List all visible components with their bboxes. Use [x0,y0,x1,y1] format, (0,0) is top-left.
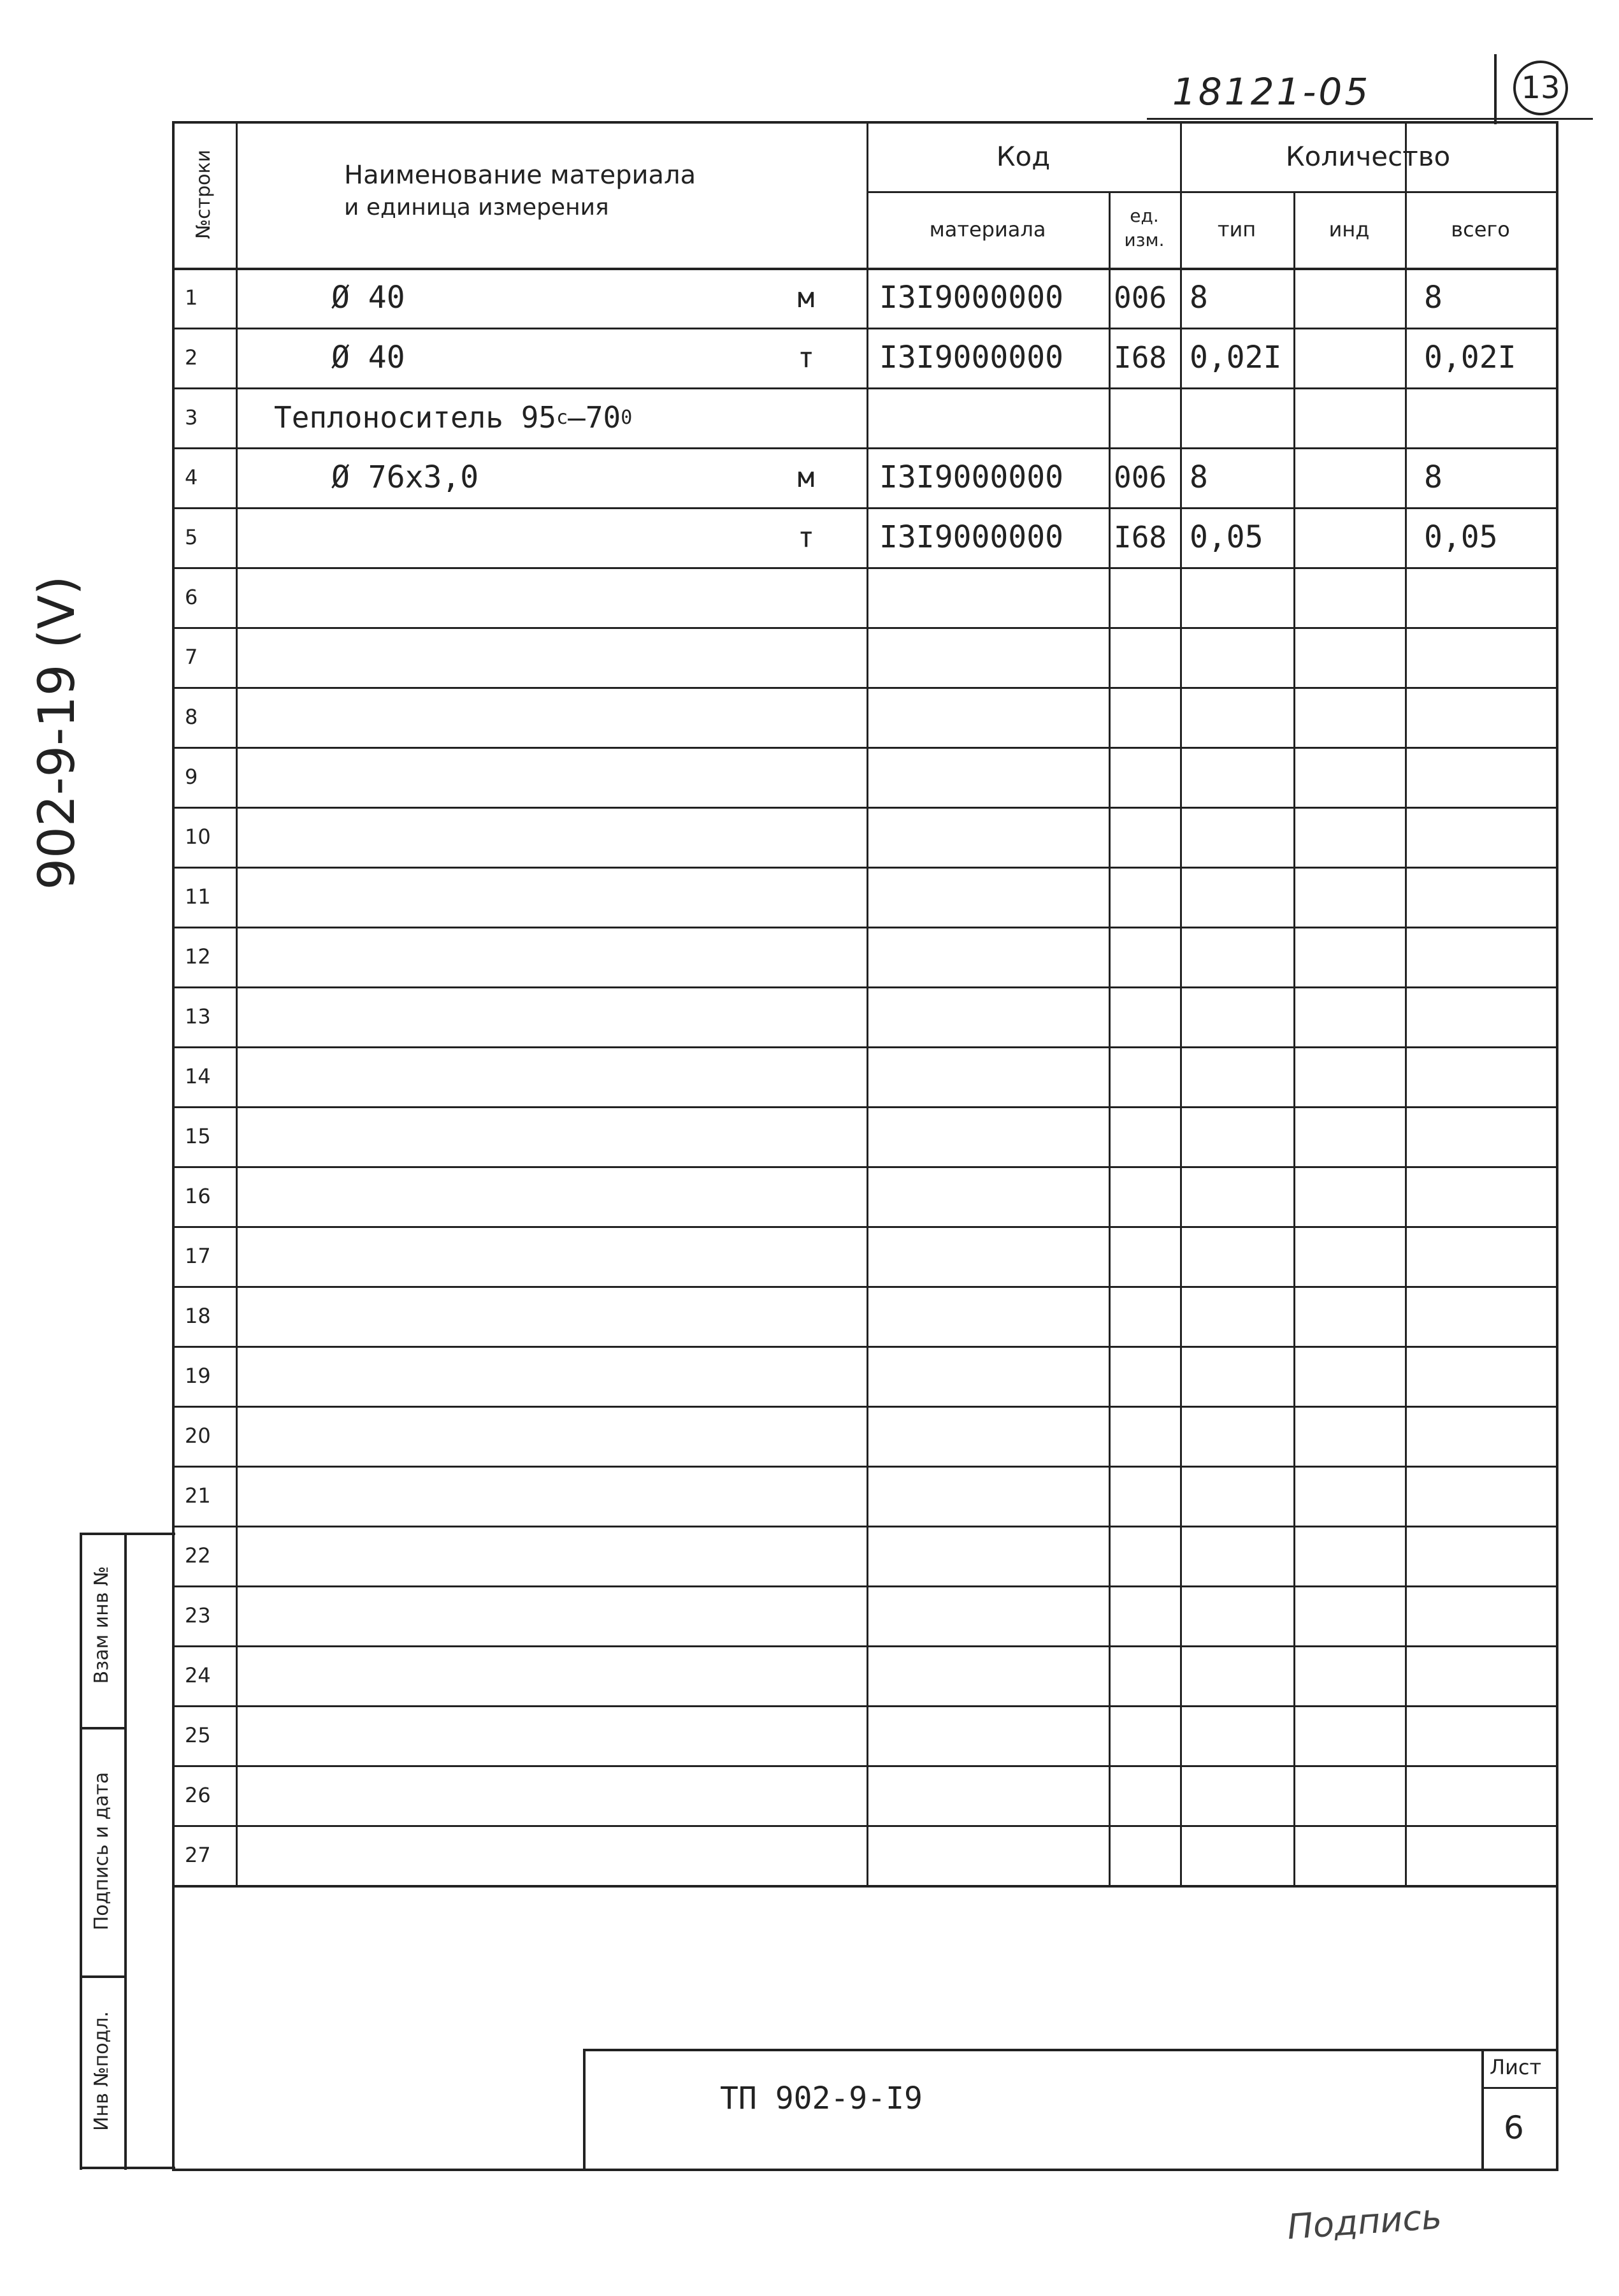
row-name-sup2: 0 [621,406,633,429]
row-name-text: Теплоноситель 95 [274,400,557,435]
row-unit: т [797,521,815,554]
row-name: Ø 40 [331,280,405,315]
row-unit-code: I68 [1114,340,1167,375]
row-unit: м [797,461,815,494]
side-stamp-mid [124,1533,127,2170]
header-unit-line2: изм. [1124,229,1165,250]
row-number: 1 [185,285,198,310]
row-number: 5 [185,525,198,549]
row-divider [172,1226,1556,1228]
header-name-line1: Наименование материала [344,161,696,190]
row-number: 3 [185,405,198,430]
row-unit-code: 006 [1114,460,1167,495]
row-qty-ind [1300,387,1405,447]
row-name: Ø 40 [331,340,405,375]
stamp-sheet-label: Лист [1490,2055,1542,2079]
header-ind: инд [1328,217,1370,242]
frame-right [1556,121,1558,2171]
side-stamp-vzam: Взам инв № [90,1566,113,1684]
frame-bottom [172,2169,1558,2171]
side-label: 902-9-19 (V) [29,575,86,890]
row-number: 4 [185,465,198,489]
col-unit [1109,191,1111,1885]
header-type: тип [1217,217,1256,242]
sheet-circle-number [1513,61,1568,115]
signature: Подпись [1286,2196,1443,2248]
row-number: 27 [185,1843,211,1867]
row-qty-type: 8 [1190,280,1208,315]
stamp-sheet-divider [1481,2049,1484,2169]
row-number: 15 [185,1124,211,1148]
row-number: 23 [185,1603,211,1628]
stamp-document: ТП 902-9-I9 [720,2081,923,2116]
row-qty-total: 8 [1424,459,1443,495]
side-stamp-bottom [80,2167,175,2169]
row-number: 14 [185,1064,211,1088]
sheet-circle-text: 13 [1521,70,1560,106]
header-row-number: №строки [192,149,215,240]
row-qty-type: 0,02I [1190,340,1282,375]
header-quantity: Количество [1285,140,1451,172]
row-qty-ind [1300,268,1405,328]
row-divider [172,807,1556,809]
row-name-sup: с [556,406,568,429]
col-code [867,121,868,1885]
row-qty-ind [1300,328,1405,387]
row-number: 25 [185,1723,211,1747]
stamp-sheet-number: 6 [1504,2109,1524,2146]
row-divider [172,1526,1556,1527]
row-number: 20 [185,1424,211,1448]
row-divider [172,1406,1556,1408]
row-divider [172,1286,1556,1288]
row-unit-code [1114,387,1179,447]
col-total [1405,121,1407,1885]
row-divider [172,567,1556,569]
row-divider [172,927,1556,928]
header-material: материала [929,217,1046,242]
stamp-left [583,2049,586,2169]
row-qty-type: 0,05 [1190,519,1263,555]
row-number: 12 [185,944,211,969]
row-number: 10 [185,825,211,849]
row-unit: т [797,341,815,374]
row-name: Ø 76x3,0 [331,459,479,495]
row-number: 8 [185,705,198,729]
row-divider [172,1825,1556,1827]
row-qty-total: 0,02I [1424,340,1516,375]
row-divider [172,1106,1556,1108]
row-material-code: I3I9000000 [879,340,1063,375]
row-divider [172,1466,1556,1468]
row-unit: м [797,281,815,314]
stamp-top [583,2049,1556,2051]
row-name [274,387,847,447]
row-number: 9 [185,765,198,789]
row-name [331,507,714,567]
row-divider [172,747,1556,749]
row-divider [172,1645,1556,1647]
row-qty-type: 8 [1190,459,1208,495]
row-number: 17 [185,1244,211,1268]
col-rownum [236,121,238,1885]
row-number: 22 [185,1543,211,1568]
row-number: 7 [185,645,198,669]
row-divider [172,1765,1556,1767]
stamp-sheet-split [1481,2087,1556,2089]
row-number: 6 [185,585,198,609]
row-unit [765,387,847,447]
side-stamp-podpis: Подпись и дата [90,1772,113,1931]
row-qty-total: 8 [1424,280,1443,315]
corner-divider [1494,54,1497,124]
row-name-mid: –70 [568,400,621,435]
row-material-code: I3I9000000 [879,280,1063,315]
row-number: 13 [185,1004,211,1029]
side-stamp-inv: Инв №подл. [90,2011,113,2131]
header-code: Код [996,140,1051,172]
row-divider [172,627,1556,629]
document-code-underline [1147,118,1593,120]
side-stamp-top [80,1533,175,1535]
header-total: всего [1451,217,1510,242]
row-divider [172,687,1556,689]
header-unit-line1: ед. [1130,205,1159,226]
col-ind [1293,191,1295,1885]
row-number: 11 [185,884,211,909]
row-material-code [879,387,1105,447]
row-material-code: I3I9000000 [879,459,1063,495]
row-number: 21 [185,1484,211,1508]
col-type [1180,121,1182,1885]
row-number: 19 [185,1364,211,1388]
row-qty-total: 0,05 [1424,519,1498,555]
row-divider [172,1705,1556,1707]
row-unit-code: I68 [1114,520,1167,554]
row-unit-code: 006 [1114,280,1167,315]
side-stamp-left [80,1533,82,2170]
row-number: 26 [185,1783,211,1807]
row-divider [172,1346,1556,1348]
frame-left [172,121,175,2169]
table-bottom [172,1885,1556,1888]
row-divider [172,986,1556,988]
row-qty-ind [1300,507,1405,567]
row-number: 18 [185,1304,211,1328]
row-qty-ind [1300,447,1405,507]
row-number: 24 [185,1663,211,1687]
document-code: 18121-05 [1172,70,1371,113]
row-divider [172,1166,1556,1168]
row-number: 16 [185,1184,211,1208]
row-qty-total [1424,387,1556,447]
row-divider [172,1046,1556,1048]
row-number: 2 [185,345,198,370]
row-divider [172,1585,1556,1587]
header-name-line2: и единица измерения [344,194,609,220]
row-divider [172,867,1556,869]
row-qty-type [1190,387,1293,447]
row-material-code: I3I9000000 [879,519,1063,555]
